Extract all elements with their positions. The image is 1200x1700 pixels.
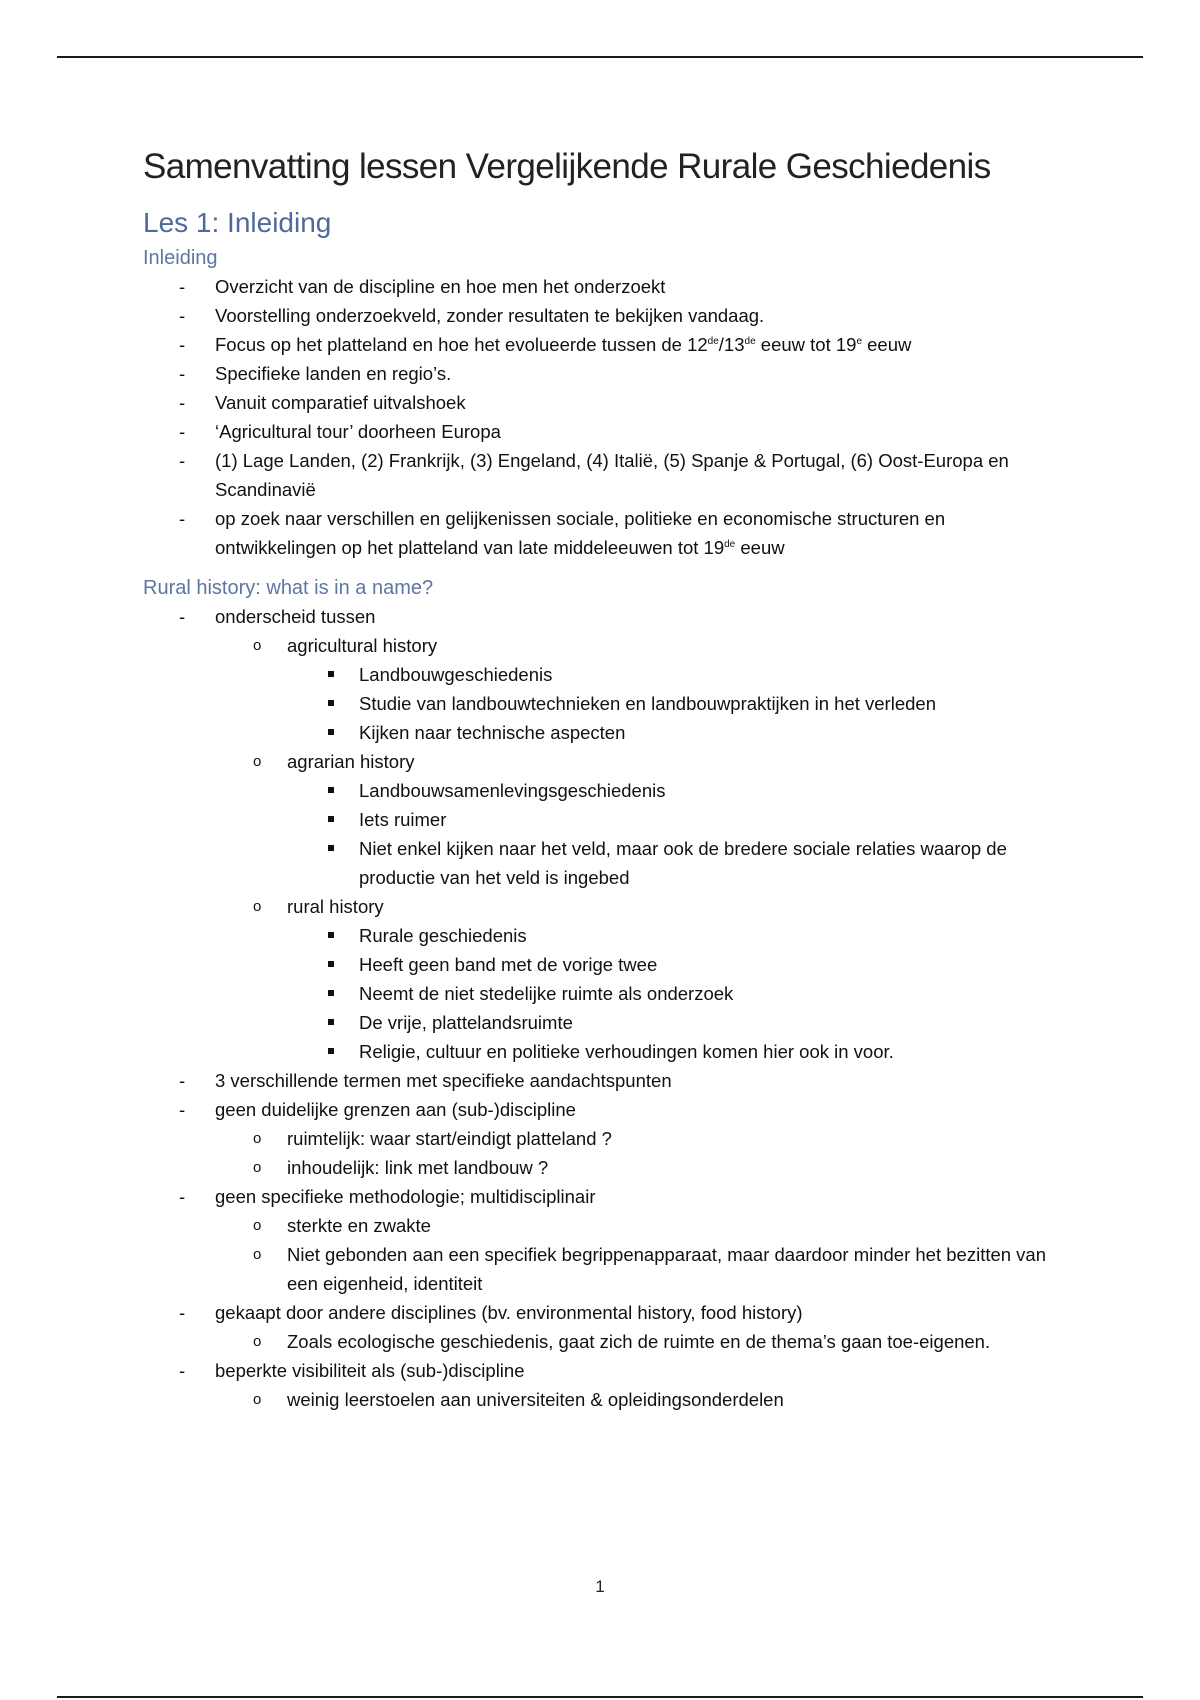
list-item: Niet enkel kijken naar het veld, maar ook de bredere sociale relaties waarop de productie van het veld is ingebed (287, 834, 1063, 892)
list-item: o agrarian history Landbouwsamenlevingsgeschiedenis Iets ruimer Niet enkel kijken naar het veld, maar ook de bredere sociale relaties waarop de productie van het veld is ingebed (215, 747, 1063, 892)
document-body (143, 142, 1063, 1414)
list-item: De vrije, plattelandsruimte (287, 1008, 1063, 1037)
list-item: o agricultural history Landbouwgeschiedenis Studie van landbouwtechnieken en landbouwpraktijken in het verleden Kijken naar technische aspecten (215, 631, 1063, 747)
list-item: o Zoals ecologische geschiedenis, gaat zich de ruimte en de thema’s gaan toe-eigenen. (253, 1331, 991, 1352)
footer-rule (57, 1696, 1143, 1698)
rural-history-list (143, 602, 1063, 1414)
list-item: Landbouwgeschiedenis (287, 660, 1063, 689)
list-item: - Voorstelling onderzoekveld, zonder resultaten te bekijken vandaag. (179, 305, 765, 326)
list-item: - Specifieke landen en regio’s. (179, 363, 452, 384)
inleiding-list (143, 272, 1063, 562)
list-item: - beperkte visibiliteit als (sub-)discipline o weinig leerstoelen aan universiteiten & opleidingsonderdelen (143, 1356, 1063, 1414)
list-item: - ‘Agricultural tour’ doorheen Europa (179, 421, 501, 442)
list-item: - onderscheid tussen o agricultural history Landbouwgeschiedenis Studie van landbouwtechnieken en landbouwpraktijken in het verleden Kijken naar technische aspecten o agrarian history Landbouwsamenlevingsgeschiedenis Iets ruimer Niet enkel kijken naar het veld, maar ook de bredere sociale relaties waarop de productie van het veld is ingebed o rural history Rurale geschiedenis Heeft geen band met de vorige twee Neemt de niet stedelijke ruimte als onderzoek De vrije, plattelandsruimte Religie, cultuur en politieke verhoudingen komen hier ook in voor. (143, 602, 1063, 1066)
list-item: - geen duidelijke grenzen aan (sub-)discipline o ruimtelijk: waar start/eindigt platteland ? o inhoudelijk: link met landbouw ? (143, 1095, 1063, 1182)
page-number: 1 (595, 1577, 605, 1596)
list-item: - Focus op het platteland en hoe het evolueerde tussen de 12de/13de eeuw tot 19e eeuw (179, 334, 912, 355)
section-heading-rural-history: Rural history: what is in a name? (143, 577, 434, 599)
header-rule (57, 56, 1143, 58)
list-item: Religie, cultuur en politieke verhoudingen komen hier ook in voor. (287, 1037, 1063, 1066)
section-heading-inleiding: Inleiding (143, 247, 218, 269)
list-item: - Overzicht van de discipline en hoe men het onderzoekt (179, 276, 666, 297)
document-title: Samenvatting lessen Vergelijkende Rurale Geschiedenis (143, 147, 991, 186)
list-item: - Vanuit comparatief uitvalshoek (179, 392, 466, 413)
list-item: - geen specifieke methodologie; multidisciplinair o sterkte en zwakte o Niet gebonden aan een specifiek begrippenapparaat, maar daardoor minder het bezitten van een eigenheid, identiteit (143, 1182, 1063, 1298)
list-item: - gekaapt door andere disciplines (bv. environmental history, food history) o Zoals ecologische geschiedenis, gaat zich de ruimte en de thema’s gaan toe-eigenen. (143, 1298, 1063, 1356)
list-item: Studie van landbouwtechnieken en landbouwpraktijken in het verleden (287, 689, 1063, 718)
list-item: o ruimtelijk: waar start/eindigt platteland ? (253, 1128, 612, 1149)
list-item: Rurale geschiedenis (287, 921, 1063, 950)
list-item: Neemt de niet stedelijke ruimte als onderzoek (287, 979, 1063, 1008)
list-item: o sterkte en zwakte (253, 1215, 431, 1236)
lesson-heading: Les 1: Inleiding (143, 207, 332, 238)
list-item: - (1) Lage Landen, (2) Frankrijk, (3) Engeland, (4) Italië, (5) Spanje & Portugal, (6) Oost-Europa en Scandinavië (179, 450, 1009, 500)
list-item: - 3 verschillende termen met specifieke aandachtspunten (179, 1070, 672, 1091)
list-item: Heeft geen band met de vorige twee (287, 950, 1063, 979)
list-item: o rural history Rurale geschiedenis Heeft geen band met de vorige twee Neemt de niet stedelijke ruimte als onderzoek De vrije, plattelandsruimte Religie, cultuur en politieke verhoudingen komen hier ook in voor. (215, 892, 1063, 1066)
list-item: - op zoek naar verschillen en gelijkenissen sociale, politieke en economische structuren en ontwikkelingen op het platteland van late middeleeuwen tot 19de eeuw (179, 508, 946, 558)
list-item: Landbouwsamenlevingsgeschiedenis (287, 776, 1063, 805)
list-item: o Niet gebonden aan een specifiek begrippenapparaat, maar daardoor minder het bezitten van een eigenheid, identiteit (253, 1244, 1047, 1294)
list-item: o inhoudelijk: link met landbouw ? (253, 1157, 549, 1178)
list-item: o weinig leerstoelen aan universiteiten & opleidingsonderdelen (253, 1389, 784, 1410)
list-item: Kijken naar technische aspecten (287, 718, 1063, 747)
list-item: Iets ruimer (287, 805, 1063, 834)
